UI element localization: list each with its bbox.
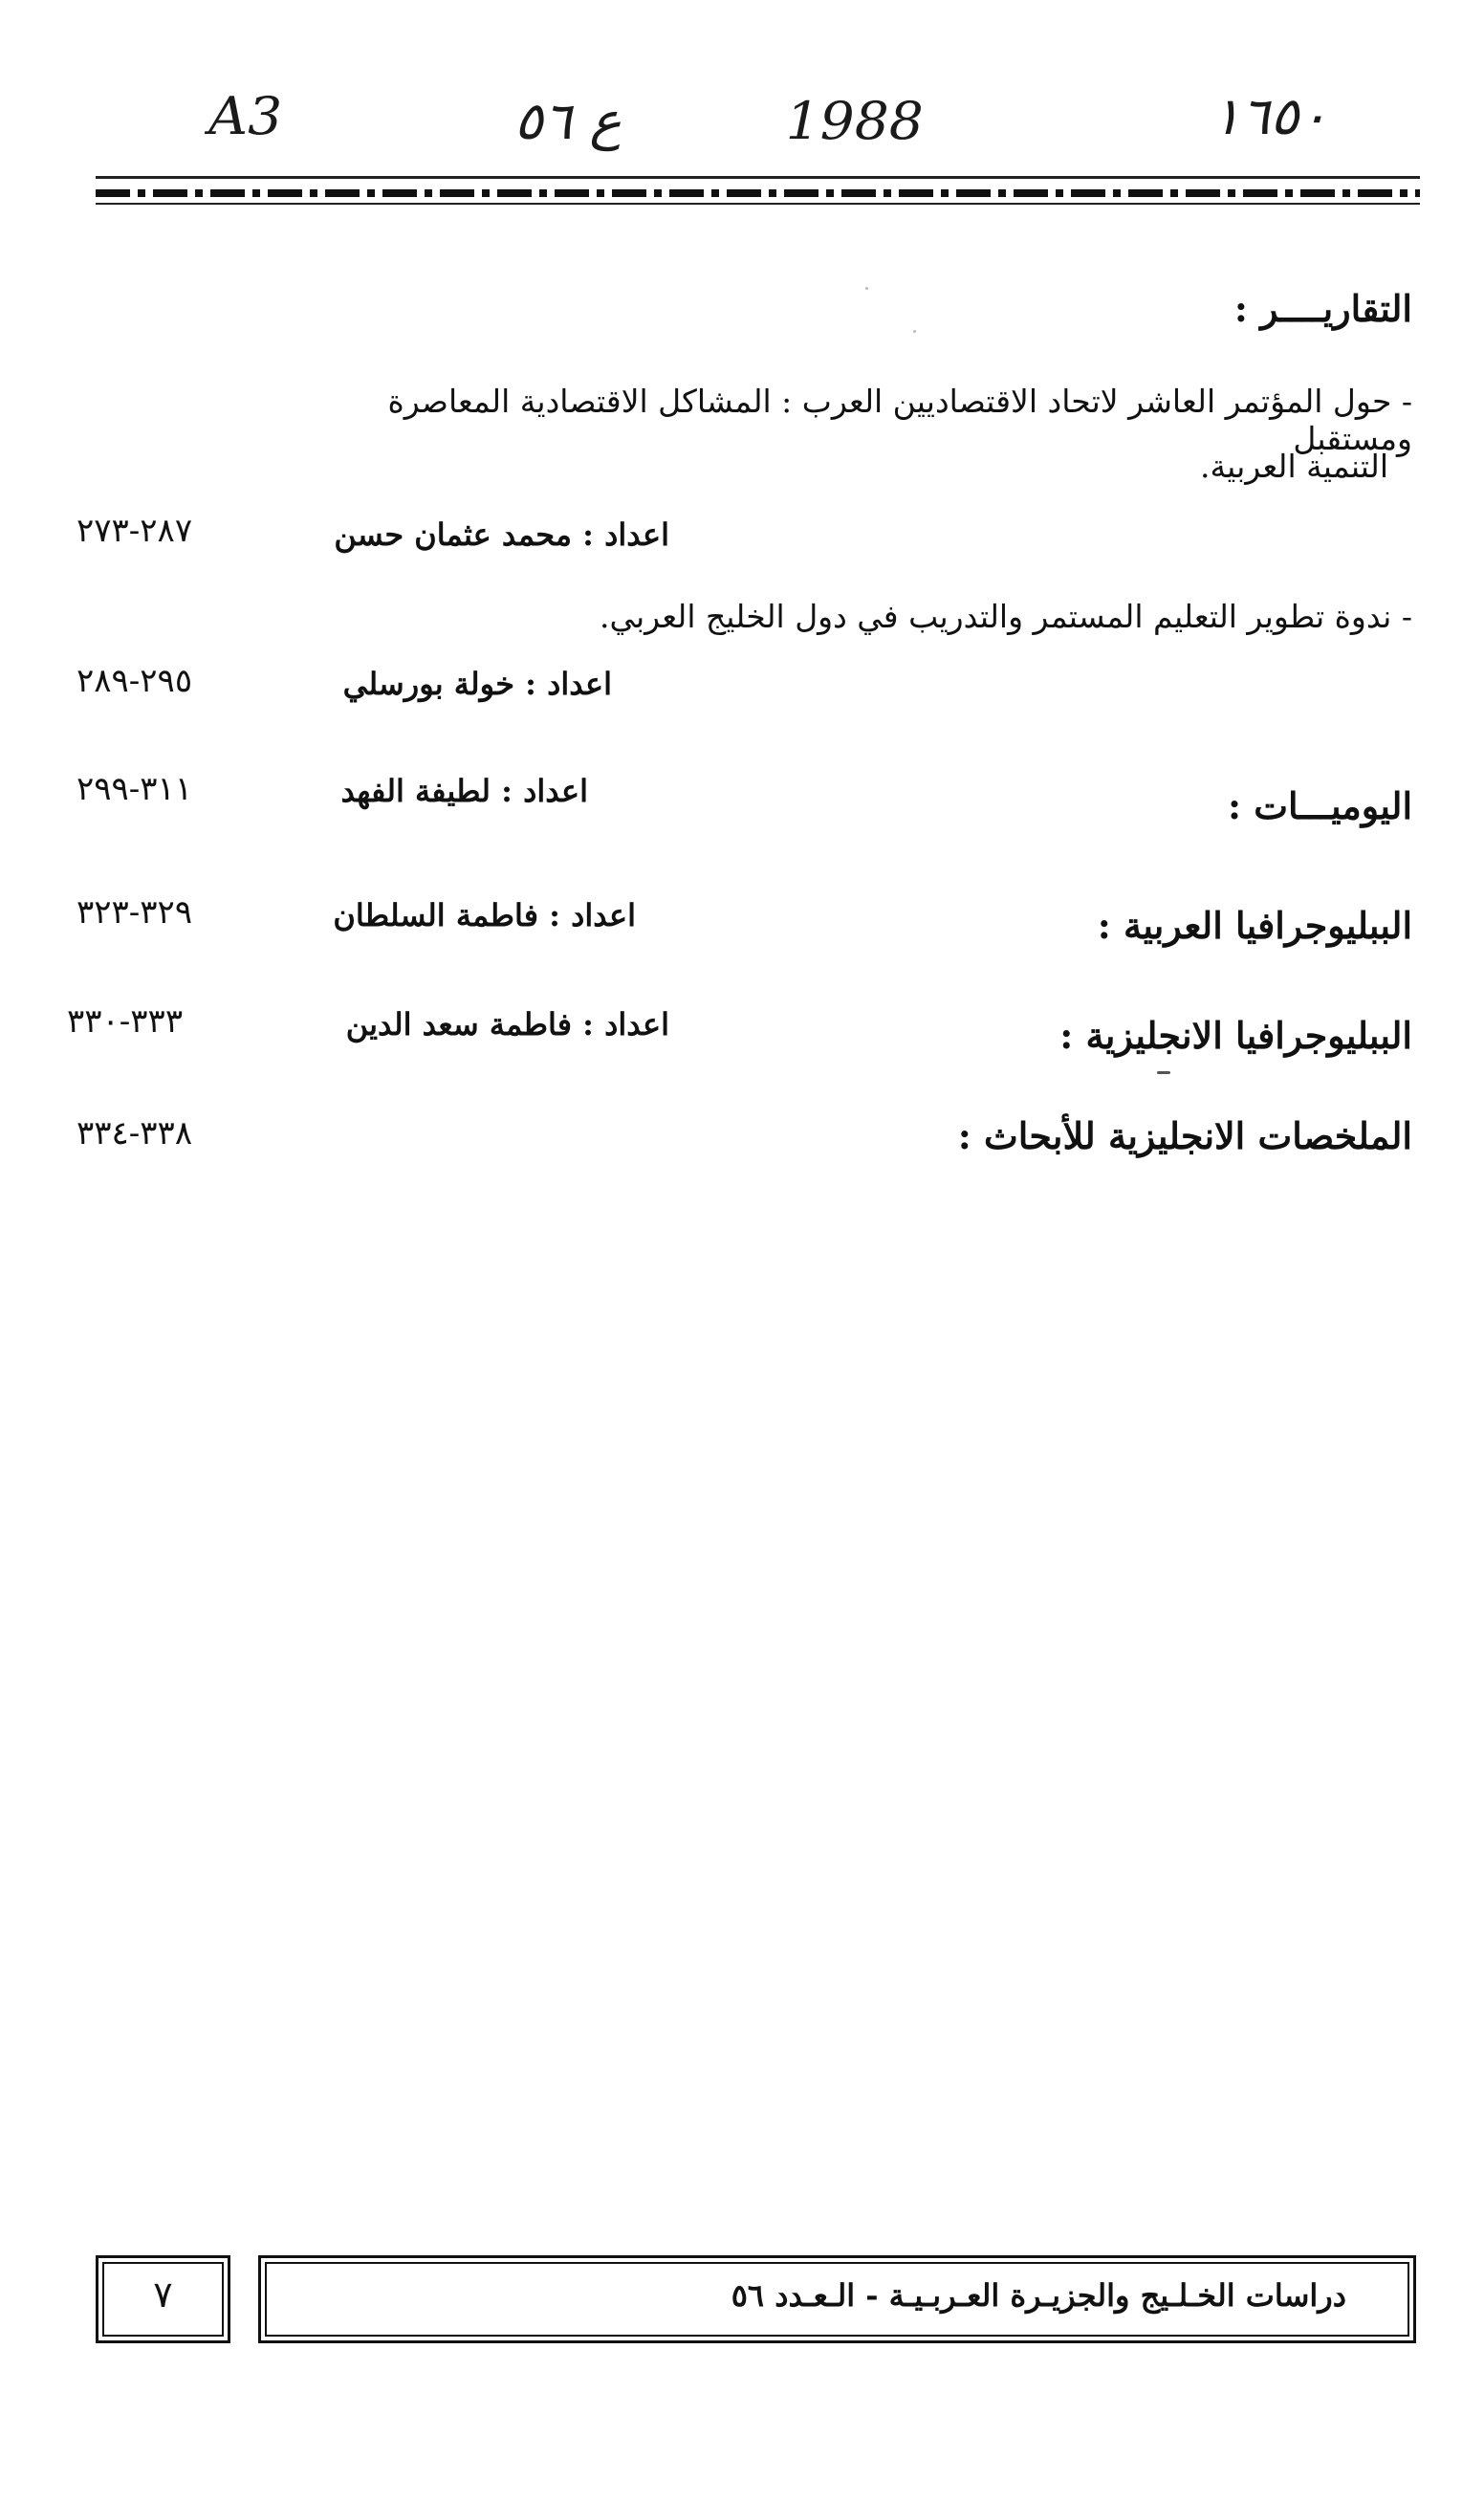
arabic-bibliography-pages: ٣٢٩-٣٢٣	[76, 893, 193, 932]
reports-heading: التقاريــــر :	[1233, 287, 1412, 330]
handwritten-mark-number: ١٦٥٠	[1211, 86, 1328, 146]
header-rule-bottom	[96, 203, 1420, 205]
report-2-byline: اعداد : خولة بورسلي	[342, 666, 612, 702]
diaries-pages: ٣١١-٢٩٩	[76, 770, 193, 808]
english-bibliography-byline: اعداد : فاطمة سعد الدين	[345, 1006, 669, 1043]
report-1-title-line-1: - حول المؤتمر العاشر لاتحاد الاقتصاديين العرب : المشاكل الاقتصادية المعاصرة ومستقبل	[387, 383, 1412, 457]
handwritten-mark-a3: A3	[208, 86, 283, 146]
page-number: ٧	[153, 2273, 173, 2316]
handwritten-mark-year: 1988	[785, 91, 924, 151]
footer-journal-box	[258, 2255, 1416, 2343]
arabic-bibliography-heading: الببليوجرافيا العربية :	[1097, 904, 1412, 947]
report-1-pages: ٢٨٧-٢٧٣	[76, 512, 193, 550]
diaries-byline: اعداد : لطيفة الفهد	[340, 773, 588, 809]
report-2-pages: ٢٩٥-٢٨٩	[76, 662, 193, 700]
diaries-heading: اليوميـــات :	[1227, 784, 1412, 827]
english-bibliography-heading: الببليوجرافيا الانجليزية :	[1059, 1014, 1412, 1057]
scan-speck	[913, 330, 916, 333]
header-rule-dashed	[96, 189, 1420, 197]
handwritten-mark-issue: ع ٥٦	[513, 91, 622, 151]
scan-speck	[865, 287, 868, 290]
english-abstracts-heading: الملخصات الانجليزية للأبحاث :	[957, 1114, 1412, 1157]
scan-speck	[1157, 1071, 1170, 1074]
english-abstracts-pages: ٣٣٨-٣٣٤	[76, 1114, 193, 1153]
english-bibliography-pages: ٣٣٣-٣٣٠	[67, 1002, 184, 1041]
report-1-byline: اعداد : محمد عثمان حسن	[334, 516, 669, 553]
footer-journal-title: دراسات الخـلـيج والجزيـرة العـربـيـة - الـعـدد ٥٦	[731, 2277, 1346, 2314]
arabic-bibliography-byline: اعداد : فاطمة السلطان	[333, 897, 636, 933]
report-2-title: - ندوة تطوير التعليم المستمر والتدريب في دول الخليج العربي.	[599, 598, 1412, 635]
report-1-title-line-2: التنمية العربية.	[1199, 448, 1388, 485]
footer-page-number-box	[96, 2255, 230, 2343]
header-rule-top	[96, 176, 1420, 179]
